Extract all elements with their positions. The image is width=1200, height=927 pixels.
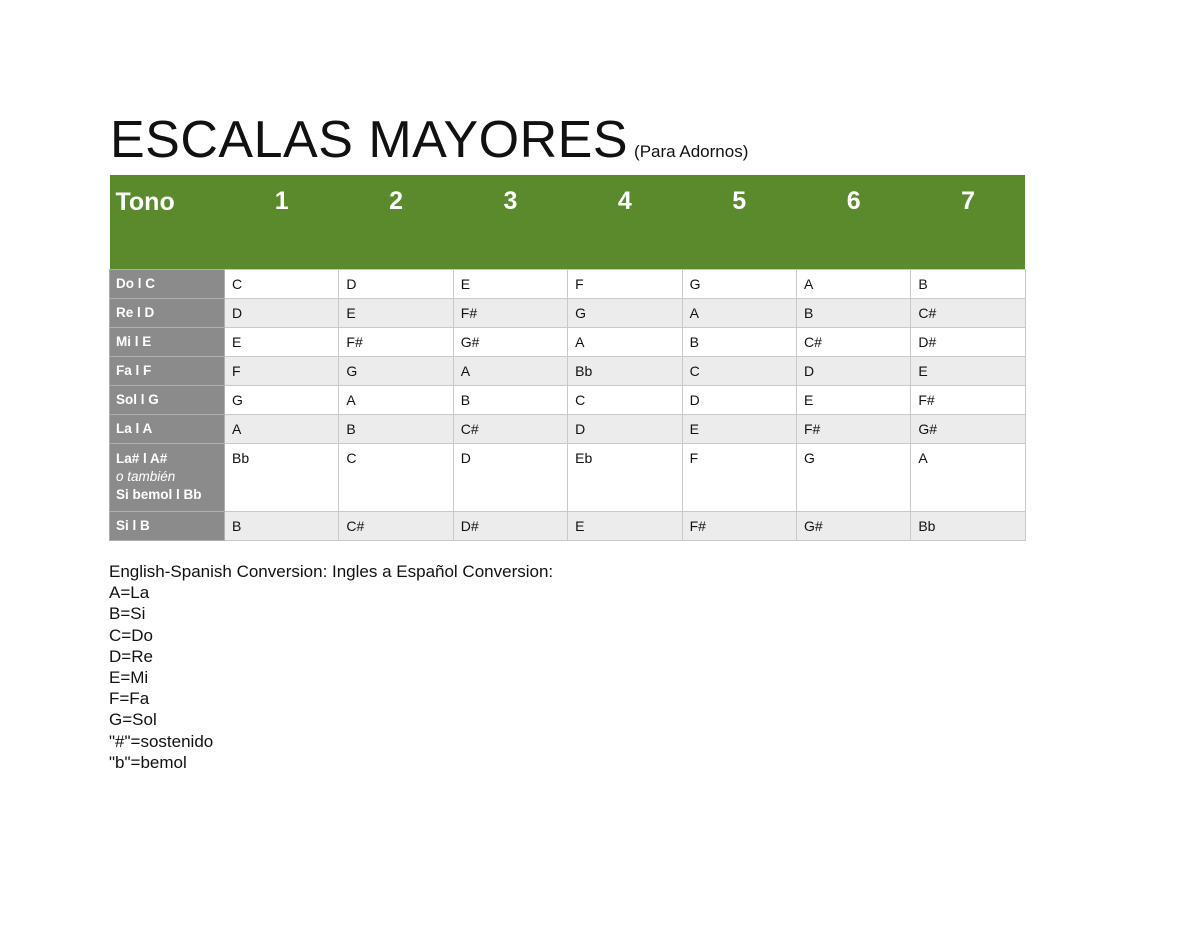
note-cell: E [911, 357, 1025, 386]
row-label-primary: La# l A# [116, 451, 168, 466]
row-label: Sol l G [110, 386, 225, 415]
header-degree-6: 6 [796, 175, 910, 270]
note-cell: E [796, 386, 910, 415]
note-cell: Bb [568, 357, 682, 386]
note-cell: G# [911, 415, 1025, 444]
note-cell: F [225, 357, 339, 386]
note-cell: F [568, 270, 682, 299]
table-row [110, 357, 1026, 386]
table-row [110, 444, 1026, 512]
note-cell: D# [453, 512, 567, 541]
note-cell: D [225, 299, 339, 328]
note-cell: G [568, 299, 682, 328]
conversion-item: F=Fa [109, 689, 150, 709]
row-label [110, 444, 225, 512]
row-label: Fa l F [110, 357, 225, 386]
table-row [110, 386, 1026, 415]
header-degree-7: 7 [911, 175, 1025, 270]
conversion-heading: English-Spanish Conversion: Ingles a Español Conversion: [109, 562, 554, 581]
note-cell: A [339, 386, 453, 415]
table-row [110, 512, 1026, 541]
note-cell: A [225, 415, 339, 444]
note-cell: A [796, 270, 910, 299]
page-title [110, 111, 749, 169]
row-label: Re l D [110, 299, 225, 328]
conversion-item: C=Do [109, 625, 153, 645]
note-cell: E [339, 299, 453, 328]
note-cell: A [453, 357, 567, 386]
note-cell: C [339, 444, 453, 512]
note-cell: D [682, 386, 796, 415]
note-cell: D [339, 270, 453, 299]
header-degree-2: 2 [339, 175, 453, 270]
note-cell: G [339, 357, 453, 386]
note-cell: C [682, 357, 796, 386]
note-cell: G# [453, 328, 567, 357]
title-text: ESCALAS MAYORES [110, 111, 629, 169]
note-cell: B [225, 512, 339, 541]
table-row [110, 328, 1026, 357]
page-subtitle: (Para Adornos) [634, 142, 749, 161]
row-label-secondary: Si bemol l Bb [116, 487, 202, 502]
major-scales-table [109, 175, 1026, 541]
note-cell: G [682, 270, 796, 299]
note-cell: E [225, 328, 339, 357]
note-cell: E [568, 512, 682, 541]
note-cell: C [568, 386, 682, 415]
conversion-item: G=Sol [109, 710, 157, 730]
note-cell: Bb [911, 512, 1025, 541]
note-cell: G# [796, 512, 910, 541]
header-tono: Tono [110, 175, 225, 270]
note-cell: G [225, 386, 339, 415]
note-cell: C# [911, 299, 1025, 328]
header-degree-4: 4 [568, 175, 682, 270]
row-label: La l A [110, 415, 225, 444]
note-cell: Eb [568, 444, 682, 512]
row-label: Do l C [110, 270, 225, 299]
note-cell: E [453, 270, 567, 299]
note-cell: D [568, 415, 682, 444]
note-cell: D [796, 357, 910, 386]
note-cell: F# [682, 512, 796, 541]
row-label: Si l B [110, 512, 225, 541]
table-header-row [110, 175, 1026, 270]
note-cell: F# [911, 386, 1025, 415]
header-degree-3: 3 [453, 175, 567, 270]
note-cell: Bb [225, 444, 339, 512]
note-cell: C [225, 270, 339, 299]
note-cell: C# [453, 415, 567, 444]
row-label-alt: o también [116, 469, 176, 484]
conversion-legend [109, 561, 553, 773]
row-label: Mi l E [110, 328, 225, 357]
conversion-item: E=Mi [109, 668, 149, 688]
note-cell: D [453, 444, 567, 512]
note-cell: B [796, 299, 910, 328]
note-cell: A [568, 328, 682, 357]
table-row [110, 299, 1026, 328]
note-cell: F [682, 444, 796, 512]
conversion-item: D=Re [109, 646, 153, 666]
note-cell: E [682, 415, 796, 444]
table-row [110, 415, 1026, 444]
conversion-item: "#"=sostenido [109, 731, 214, 751]
note-cell: B [453, 386, 567, 415]
note-cell: C# [796, 328, 910, 357]
note-cell: A [682, 299, 796, 328]
header-degree-5: 5 [682, 175, 796, 270]
note-cell: C# [339, 512, 453, 541]
header-degree-1: 1 [225, 175, 339, 270]
note-cell: D# [911, 328, 1025, 357]
note-cell: A [911, 444, 1025, 512]
table-row [110, 270, 1026, 299]
note-cell: G [796, 444, 910, 512]
note-cell: F# [796, 415, 910, 444]
note-cell: B [339, 415, 453, 444]
note-cell: B [911, 270, 1025, 299]
note-cell: B [682, 328, 796, 357]
note-cell: F# [339, 328, 453, 357]
conversion-item: A=La [109, 583, 150, 603]
conversion-item: "b"=bemol [109, 752, 187, 772]
note-cell: F# [453, 299, 567, 328]
conversion-item: B=Si [109, 604, 146, 624]
